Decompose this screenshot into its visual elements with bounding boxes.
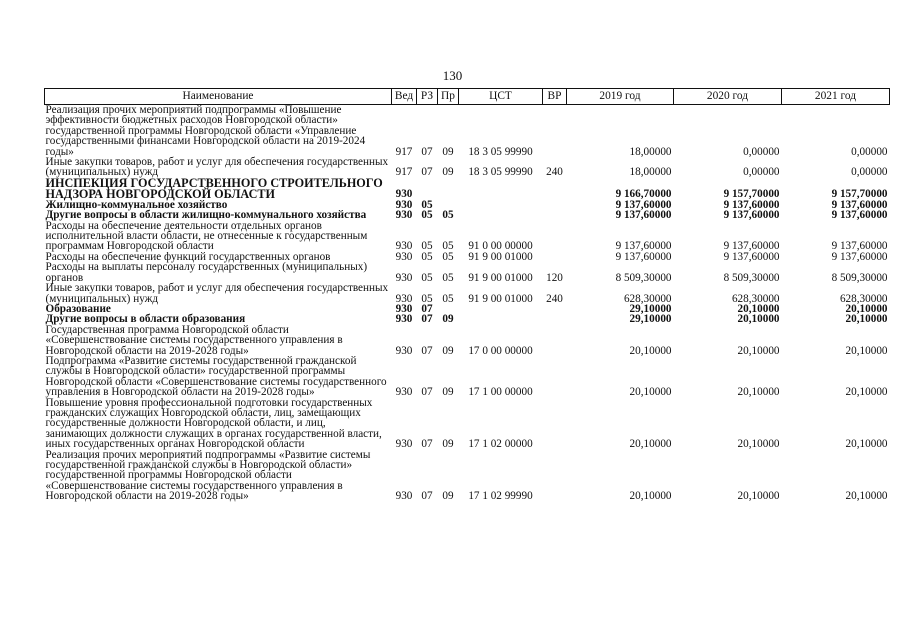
row-rz: 05	[421, 198, 433, 211]
row-value-2019: 9 137,60000	[615, 209, 672, 222]
row-value-2020: 9 137,60000	[723, 250, 780, 263]
row-value-2020: 20,10000	[737, 386, 780, 399]
row-value-2019: 20,10000	[629, 344, 672, 357]
row-name: Образование	[45, 302, 111, 315]
row-cst: 18 3 05 99990	[468, 166, 533, 179]
table-row	[45, 356, 890, 398]
row-ved: 930	[395, 209, 413, 222]
header-name: Наименование	[45, 89, 392, 105]
header-pr: Пр	[438, 89, 459, 105]
row-value-2021: 20,10000	[845, 438, 888, 451]
row-value-2020: 9 137,60000	[723, 198, 780, 211]
row-value-2021: 20,10000	[845, 302, 888, 315]
row-cst: 17 1 02 00000	[468, 438, 533, 451]
row-value-2019: 20,10000	[629, 438, 672, 451]
row-value-2020: 8 509,30000	[723, 271, 780, 284]
row-ved: 930	[395, 292, 413, 305]
row-value-2021: 8 509,30000	[831, 271, 888, 284]
row-name: Расходы на обеспечение функций государственных органов	[45, 250, 331, 263]
row-name: ИНСПЕКЦИЯ ГОСУДАРСТВЕННОГО СТРОИТЕЛЬНОГО НАДЗОРА НОВГОРОДСКОЙ ОБЛАСТИ	[45, 175, 383, 201]
row-pr: 09	[442, 313, 454, 326]
row-vr	[543, 398, 567, 450]
row-pr	[438, 178, 459, 200]
row-value-2019: 9 166,70000	[615, 188, 672, 201]
row-value-2020: 9 137,60000	[723, 240, 780, 253]
row-ved: 930	[395, 313, 413, 326]
row-vr	[543, 178, 567, 200]
row-value-2019: 628,30000	[623, 292, 672, 305]
row-value-2019: 29,10000	[629, 302, 672, 315]
row-value-2020: 20,10000	[737, 302, 780, 315]
header-2021: 2021 год	[782, 89, 890, 105]
row-name: Иные закупки товаров, работ и услуг для обеспечения государственных (муниципальных) нужд	[45, 282, 389, 305]
row-vr	[543, 105, 567, 158]
row-ved: 930	[395, 240, 413, 253]
row-rz: 07	[421, 166, 433, 179]
row-cst: 91 0 00 00000	[468, 240, 533, 253]
header-2019: 2019 год	[567, 89, 674, 105]
row-rz: 05	[421, 250, 433, 263]
row-name: Другие вопросы в области жилищно-коммунального хозяйства	[45, 209, 367, 222]
table-body	[45, 105, 890, 502]
row-vr: 240	[546, 166, 563, 179]
row-pr: 09	[442, 438, 454, 451]
row-value-2020: 20,10000	[737, 313, 780, 326]
row-pr: 05	[442, 250, 454, 263]
row-rz: 05	[421, 271, 433, 284]
row-ved: 930	[395, 198, 413, 211]
row-cst: 91 9 00 01000	[468, 271, 533, 284]
row-value-2021: 9 137,60000	[831, 209, 888, 222]
row-value-2021: 9 137,60000	[831, 250, 888, 263]
row-ved: 930	[395, 386, 413, 399]
row-cst	[459, 314, 543, 324]
row-value-2021: 0,00000	[851, 166, 888, 179]
row-name: Реализация прочих мероприятий подпрограммы «Повышение эффективности бюджетных расходов Новгородской области» государственной программы Новгородской области «Управление государственными финансами Новгородской области на 2019-2024 годы»	[45, 104, 366, 158]
row-pr: 05	[442, 292, 454, 305]
table-row	[45, 325, 890, 356]
row-cst: 17 0 00 00000	[468, 344, 533, 357]
row-value-2021: 20,10000	[845, 344, 888, 357]
row-value-2021: 628,30000	[839, 292, 888, 305]
row-cst	[459, 304, 543, 314]
header-rz: РЗ	[417, 89, 438, 105]
row-ved: 930	[395, 490, 413, 503]
table-row	[45, 221, 890, 252]
row-cst: 17 1 00 00000	[468, 386, 533, 399]
row-ved: 930	[395, 344, 413, 357]
row-ved: 930	[395, 271, 413, 284]
row-rz: 07	[421, 302, 433, 315]
row-value-2020: 628,30000	[731, 292, 780, 305]
row-pr: 05	[442, 271, 454, 284]
row-rz: 05	[421, 292, 433, 305]
row-value-2019: 20,10000	[629, 386, 672, 399]
row-cst	[459, 200, 543, 210]
budget-table	[44, 88, 890, 502]
row-cst: 17 1 02 99990	[468, 490, 533, 503]
row-vr	[543, 210, 567, 220]
row-vr: 120	[546, 271, 563, 284]
table-row	[45, 283, 890, 304]
row-value-2020: 20,10000	[737, 490, 780, 503]
row-vr	[543, 252, 567, 262]
row-ved: 930	[395, 250, 413, 263]
table-row	[45, 157, 890, 178]
row-cst: 18 3 05 99990	[468, 145, 533, 158]
row-cst	[459, 210, 543, 220]
row-value-2020: 20,10000	[737, 438, 780, 451]
table-row	[45, 105, 890, 158]
row-name: Подпрограмма «Развитие системы государственной гражданской службы в Новгородской области» государственной программы Новгородской области «Совершенствование системы государственного управления в Новгородской области на 2019-2028 годы»	[45, 354, 387, 399]
header-2020: 2020 год	[674, 89, 782, 105]
row-cst	[459, 178, 543, 200]
row-pr: 09	[442, 386, 454, 399]
table-row	[45, 178, 890, 200]
row-pr: 09	[442, 490, 454, 503]
row-value-2019: 8 509,30000	[615, 271, 672, 284]
row-name: Расходы на обеспечение деятельности отдельных органов исполнительной власти области, не отнесенные к государственным программам Новгородской области	[45, 219, 368, 253]
row-pr: 09	[442, 166, 454, 179]
row-value-2021: 20,10000	[845, 386, 888, 399]
row-rz: 07	[421, 313, 433, 326]
row-value-2021: 9 157,70000	[831, 188, 888, 201]
row-ved: 930	[395, 302, 413, 315]
row-value-2019: 20,10000	[629, 490, 672, 503]
row-name: Повышение уровня профессиональной подготовки государственных гражданских служащих Новгородской области, лиц, замещающих государственные должности Новгородской области, и лиц, занимающих должности служащих в органах государственной власти, иных государственных органах Новгородской области	[45, 396, 382, 451]
row-value-2021: 20,10000	[845, 490, 888, 503]
row-ved: 917	[395, 166, 413, 179]
row-name: Государственная программа Новгородской области «Совершенствование системы государственного управления в Новгородской области на 2019-2028 годы»	[45, 323, 343, 357]
row-pr: 09	[442, 344, 454, 357]
row-name: Расходы на выплаты персоналу государственных (муниципальных) органов	[45, 261, 368, 284]
row-value-2019: 9 137,60000	[615, 240, 672, 253]
row-name: Жилищно-коммунальное хозяйство	[45, 198, 228, 211]
row-rz: 07	[421, 386, 433, 399]
row-vr	[543, 200, 567, 210]
header-cst: ЦСТ	[459, 89, 543, 105]
row-rz: 07	[421, 145, 433, 158]
row-pr: 05	[442, 209, 454, 222]
row-value-2019: 29,10000	[629, 313, 672, 326]
row-rz: 05	[421, 240, 433, 253]
table-row	[45, 450, 890, 502]
row-name: Реализация прочих мероприятий подпрограммы «Развитие системы государственной гражданской службы в Новгородской области» государственной программы Новгородской области «Совершенствование системы государственного управления в Новгородской области на 2019-2028 годы»	[45, 448, 371, 503]
row-rz: 07	[421, 438, 433, 451]
row-vr	[543, 314, 567, 324]
row-ved: 930	[395, 188, 413, 201]
header-ved: Вед	[392, 89, 417, 105]
row-rz: 07	[421, 344, 433, 357]
row-pr: 09	[442, 145, 454, 158]
row-ved: 930	[395, 438, 413, 451]
row-name: Другие вопросы в области образования	[45, 313, 246, 326]
header-vr: ВР	[543, 89, 567, 105]
row-cst: 91 9 00 01000	[468, 292, 533, 305]
row-vr: 240	[546, 292, 563, 305]
table-row	[45, 262, 890, 283]
row-vr	[543, 304, 567, 314]
row-rz	[417, 178, 438, 200]
row-value-2019: 18,00000	[629, 166, 672, 179]
row-value-2019: 9 137,60000	[615, 250, 672, 263]
row-value-2020: 20,10000	[737, 344, 780, 357]
row-rz: 07	[421, 490, 433, 503]
row-ved: 917	[395, 145, 413, 158]
row-vr	[543, 325, 567, 356]
row-value-2020: 0,00000	[743, 145, 780, 158]
row-value-2020: 9 157,70000	[723, 188, 780, 201]
row-value-2021: 20,10000	[845, 313, 888, 326]
row-value-2021: 0,00000	[851, 145, 888, 158]
row-value-2020: 0,00000	[743, 166, 780, 179]
row-value-2021: 9 137,60000	[831, 198, 888, 211]
table-header-row	[45, 89, 890, 105]
page-number: 130	[442, 68, 463, 83]
row-name: Иные закупки товаров, работ и услуг для обеспечения государственных (муниципальных) нужд	[45, 156, 389, 179]
row-cst: 91 9 00 01000	[468, 250, 533, 263]
row-value-2019: 9 137,60000	[615, 198, 672, 211]
row-vr	[543, 356, 567, 398]
row-rz: 05	[421, 209, 433, 222]
row-vr	[543, 221, 567, 252]
row-value-2021: 9 137,60000	[831, 240, 888, 253]
row-vr	[543, 450, 567, 502]
row-value-2019: 18,00000	[629, 145, 672, 158]
row-pr: 05	[442, 240, 454, 253]
table-row	[45, 398, 890, 450]
row-value-2020: 9 137,60000	[723, 209, 780, 222]
